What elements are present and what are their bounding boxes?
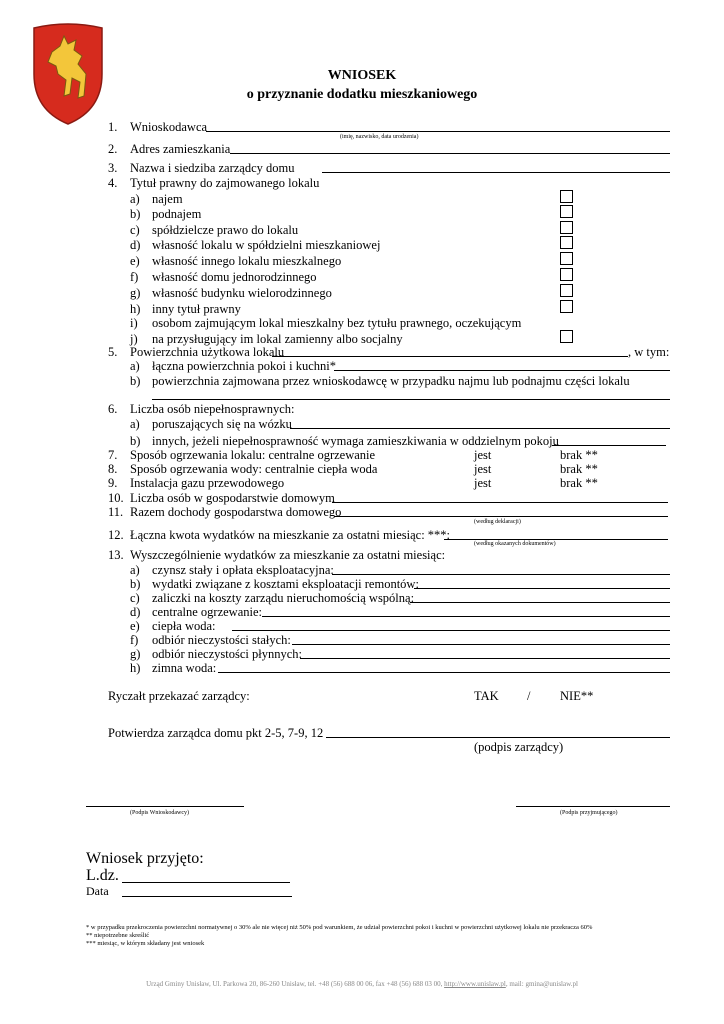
expense-label: zimna woda:	[152, 661, 217, 675]
item-11-num: 11.	[108, 505, 124, 519]
option-text: własność domu jednorodzinnego	[152, 270, 317, 284]
sub-letter: a)	[130, 359, 140, 373]
item-12-label: Łączna kwota wydatków na mieszkanie za ostatni miesiąc: ***:	[130, 528, 451, 542]
item-13-num: 13.	[108, 548, 124, 562]
gas-brak-option[interactable]: brak **	[560, 476, 598, 490]
expense-label: centralne ogrzewanie:	[152, 605, 263, 619]
item-3-num: 3.	[108, 161, 118, 175]
ryczalt-separator: /	[527, 689, 531, 703]
option-letter: g)	[130, 286, 141, 300]
sub-letter: d)	[130, 605, 141, 619]
item-11-hint: (według deklaracji)	[474, 519, 521, 525]
sub-letter: a)	[130, 563, 140, 577]
gas-jest-option[interactable]: jest	[474, 476, 492, 490]
central-heating-field[interactable]	[262, 616, 670, 617]
item-10-num: 10.	[108, 491, 124, 505]
item-1-label: Wnioskodawca	[130, 120, 208, 134]
item-6-num: 6.	[108, 402, 118, 416]
option-letter: i)	[130, 316, 138, 330]
item-9-num: 9.	[108, 476, 118, 490]
ryczalt-label: Ryczałt przekazać zarządcy:	[108, 689, 250, 703]
manager-field[interactable]	[322, 172, 670, 173]
expense-label: odbiór nieczystości stałych:	[152, 633, 291, 647]
item-12-hint: (według okazanych dokumentów)	[474, 541, 556, 547]
form-title: WNIOSEK	[327, 68, 397, 83]
manager-signature-caption: (podpis zarządcy)	[474, 740, 564, 754]
expenses-total-field[interactable]	[444, 539, 668, 540]
water-jest-option[interactable]: jest	[474, 462, 492, 476]
form-subtitle: o przyznanie dodatku mieszkaniowego	[246, 87, 478, 102]
item-1-hint: (imię, nazwisko, data urodzenia)	[340, 134, 419, 140]
item-8-label: Sposób ogrzewania wody: centralnie ciepła woda	[130, 462, 378, 476]
item-7-label: Sposób ogrzewania lokalu: centralne ogrzewanie	[130, 448, 376, 462]
item-3-label: Nazwa i siedziba zarządcy domu	[130, 161, 295, 175]
option-text: spółdzielcze prawo do lokalu	[152, 223, 299, 237]
rent-field[interactable]	[332, 574, 670, 575]
occupied-area-field[interactable]	[152, 399, 670, 400]
item-2-num: 2.	[108, 142, 118, 156]
sub-letter: e)	[130, 619, 140, 633]
footer-website-link[interactable]: http://www.unislaw.pl	[444, 980, 506, 988]
checkbox-wlasnosc-spoldzielnia[interactable]	[560, 236, 573, 249]
address-field[interactable]	[230, 153, 670, 154]
area-field[interactable]	[272, 356, 628, 357]
expense-label: czynsz stały i opłata eksploatacyjna:	[152, 563, 334, 577]
sub-letter: b)	[130, 434, 141, 448]
option-letter: j)	[130, 332, 138, 346]
item-1-num: 1.	[108, 120, 118, 134]
item-6a-label: poruszających się na wózku	[152, 417, 292, 431]
option-letter: a)	[130, 192, 140, 206]
manager-signature-field[interactable]	[326, 737, 670, 738]
option-text: osobom zajmującym lokal mieszkalny bez tytułu prawnego, oczekującym	[152, 316, 522, 330]
checkbox-dom-jednorodzinny[interactable]	[560, 268, 573, 281]
sub-letter: b)	[130, 577, 141, 591]
item-5-label: Powierzchnia użytkowa lokalu	[130, 345, 285, 359]
option-text: na przysługujący im lokal zamienny albo socjalny	[152, 332, 403, 346]
item-6-label: Liczba osób niepełnosprawnych:	[130, 402, 295, 416]
income-field[interactable]	[334, 516, 668, 517]
renovation-field[interactable]	[414, 588, 670, 589]
item-13-label: Wyszczególnienie wydatków za mieszkanie za ostatni miesiąc:	[130, 548, 446, 562]
sub-letter: b)	[130, 374, 141, 388]
item-5a-label: łączna powierzchnia pokoi i kuchni*	[152, 359, 336, 373]
item-10-label: Liczba osób w gospodarstwie domowym	[130, 491, 335, 505]
footer-address: Urząd Gminy Unisław, Ul. Parkowa 20, 86-260 Unisław, tel. +48 (56) 688 00 06, fax +48 (56) 688 03 00,	[146, 980, 443, 988]
date-label: Data	[86, 884, 109, 898]
ldz-field[interactable]	[122, 882, 290, 883]
footnote-2: ** niepotrzebne skreślić	[86, 932, 150, 939]
footer	[0, 980, 724, 988]
item-4-num: 4.	[108, 176, 118, 190]
receiver-signature-caption: (Podpis przyjmującego)	[560, 810, 618, 816]
sub-letter: h)	[130, 661, 141, 675]
wheelchair-field[interactable]	[290, 428, 670, 429]
rooms-area-field[interactable]	[334, 370, 670, 371]
item-4-label: Tytuł prawny do zajmowanego lokalu	[130, 176, 320, 190]
confirm-label: Potwierdza zarządca domu pkt 2-5, 7-9, 12	[108, 726, 324, 740]
cold-water-field[interactable]	[218, 672, 670, 673]
ryczalt-yes-option[interactable]: TAK	[474, 689, 499, 703]
option-text: własność budynku wielorodzinnego	[152, 286, 332, 300]
applicant-field[interactable]	[206, 131, 670, 132]
footnote-1: * w przypadku przekroczenia powierzchni normatywnej o 30% ale nie więcej niż 50% pod warunkiem, że udział powierzchni pokoi i kuchni w powierzchni użytkowej lokalu nie przekracza 60%	[86, 924, 593, 931]
ldz-label: L.dz.	[86, 867, 119, 884]
option-text: inny tytuł prawny	[152, 302, 241, 316]
checkbox-bez-tytulu[interactable]	[560, 330, 573, 343]
sub-letter: f)	[130, 633, 139, 647]
heating-brak-option[interactable]: brak **	[560, 448, 598, 462]
item-8-num: 8.	[108, 462, 118, 476]
household-count-field[interactable]	[332, 502, 668, 503]
item-12-num: 12.	[108, 528, 124, 542]
heating-jest-option[interactable]: jest	[474, 448, 492, 462]
item-5b-label: powierzchnia zajmowana przez wnioskodawcę w przypadku najmu lub podnajmu części lokalu	[152, 374, 630, 388]
option-text: najem	[152, 192, 183, 206]
applicant-signature-field[interactable]	[86, 806, 244, 807]
checkbox-inny-tytul[interactable]	[560, 300, 573, 313]
expense-label: zaliczki na koszty zarządu nieruchomością wspólną:	[152, 591, 415, 605]
item-2-label: Adres zamieszkania	[130, 142, 231, 156]
sub-letter: g)	[130, 647, 141, 661]
management-field[interactable]	[410, 602, 670, 603]
checkbox-budynek-wielorodzinny[interactable]	[560, 284, 573, 297]
item-9-label: Instalacja gazu przewodowego	[130, 476, 285, 490]
option-letter: d)	[130, 238, 141, 252]
other-disabled-field[interactable]	[552, 445, 666, 446]
item-5-suffix: , w tym:	[628, 345, 670, 359]
option-letter: f)	[130, 270, 139, 284]
expense-label: odbiór nieczystości płynnych:	[152, 647, 302, 661]
water-brak-option[interactable]: brak **	[560, 462, 598, 476]
hot-water-field[interactable]	[232, 630, 670, 631]
option-letter: b)	[130, 207, 141, 221]
solid-waste-field[interactable]	[292, 644, 670, 645]
option-letter: h)	[130, 302, 141, 316]
option-text: własność lokalu w spółdzielni mieszkaniowej	[152, 238, 381, 252]
option-letter: c)	[130, 223, 140, 237]
liquid-waste-field[interactable]	[300, 658, 670, 659]
option-letter: e)	[130, 254, 140, 268]
option-text: podnajem	[152, 207, 202, 221]
expense-label: wydatki związane z kosztami eksploatacji remontów:	[152, 577, 419, 591]
footnote-3: *** miesiąc, w którym składany jest wniosek	[86, 940, 205, 947]
item-5-num: 5.	[108, 345, 118, 359]
sub-letter: a)	[130, 417, 140, 431]
receiver-signature-field[interactable]	[516, 806, 670, 807]
date-field[interactable]	[122, 896, 292, 897]
checkbox-najem[interactable]	[560, 190, 573, 203]
item-11-label: Razem dochody gospodarstwa domowego	[130, 505, 342, 519]
accepted-title: Wniosek przyjęto:	[86, 850, 204, 867]
item-6b-label: innych, jeżeli niepełnosprawność wymaga zamieszkiwania w oddzielnym pokoju	[152, 434, 559, 448]
ryczalt-no-option[interactable]: NIE**	[560, 689, 594, 703]
footer-mail: , mail: gmina@unislaw.pl	[505, 980, 578, 988]
checkbox-wlasnosc-innego[interactable]	[560, 252, 573, 265]
checkbox-spoldzielcze[interactable]	[560, 221, 573, 234]
checkbox-podnajem[interactable]	[560, 205, 573, 218]
applicant-signature-caption: (Podpis Wnioskodawcy)	[130, 810, 190, 816]
expense-label: ciepła woda:	[152, 619, 216, 633]
sub-letter: c)	[130, 591, 140, 605]
option-text: własność innego lokalu mieszkalnego	[152, 254, 342, 268]
item-7-num: 7.	[108, 448, 118, 462]
